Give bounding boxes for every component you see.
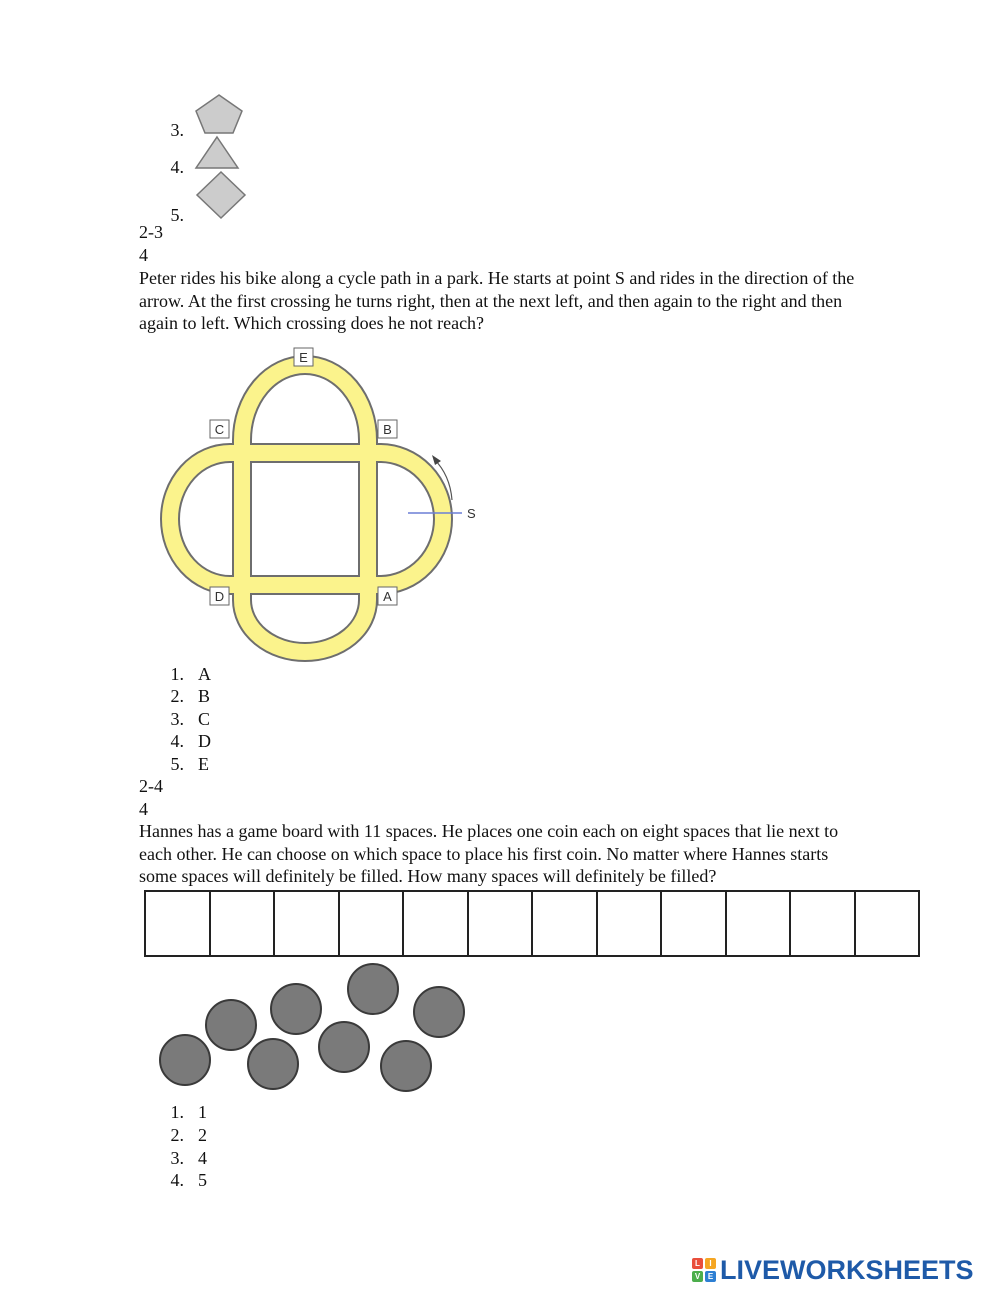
option-number: 1.: [170, 1102, 184, 1122]
option-number: 2.: [170, 686, 184, 706]
question-text-line: each other. He can choose on which space to place his first coin. No matter where Hannes starts: [139, 843, 829, 864]
board-space: [404, 892, 469, 955]
question-text: [139, 820, 939, 888]
coin-icon: [248, 1039, 298, 1089]
board-space: [598, 892, 663, 955]
pentagon-shape-icon: [195, 93, 245, 135]
coin-icon: [381, 1041, 431, 1091]
question-points: 4: [139, 245, 148, 265]
option-number: 3.: [170, 120, 184, 140]
option-number: 1.: [170, 664, 184, 684]
diamond-shape-icon: [195, 170, 247, 220]
board-space: [275, 892, 340, 955]
board-space: [469, 892, 534, 955]
coins-group: [150, 960, 480, 1100]
cycle-path-diagram: [160, 345, 500, 665]
question-text-line: arrow. At the first crossing he turns right, then at the next left, and then again to the right and then: [139, 290, 843, 311]
board-space: [211, 892, 276, 955]
svg-text:C: C: [214, 422, 225, 437]
label-b: [378, 420, 397, 438]
option-number: 3.: [170, 709, 184, 729]
cycle-path-track: [170, 365, 443, 652]
question-id: 2-4: [139, 776, 163, 796]
svg-text:A: A: [383, 589, 392, 604]
coin-icon: [160, 1035, 210, 1085]
question-text-line: some spaces will definitely be filled. How many spaces will definitely be filled?: [139, 866, 717, 886]
svg-text:E: E: [299, 350, 308, 365]
coin-icon: [271, 984, 321, 1034]
option-label[interactable]: D: [198, 731, 211, 751]
svg-text:B: B: [383, 422, 392, 437]
question-id: 2-3: [139, 222, 163, 242]
option-number: 4.: [170, 731, 184, 751]
option-label[interactable]: A: [198, 664, 211, 684]
option-label[interactable]: 1: [198, 1102, 207, 1122]
board-space: [856, 892, 919, 955]
question-points: 4: [139, 799, 148, 819]
question-text-line: Peter rides his bike along a cycle path in a park. He starts at point S and rides in the direction of the: [139, 268, 855, 288]
option-label[interactable]: C: [198, 709, 211, 729]
option-number: 3.: [170, 1148, 184, 1168]
option-number: 4.: [170, 157, 184, 177]
option-number: 4.: [170, 1170, 184, 1190]
question-text: [139, 267, 939, 335]
option-label[interactable]: 4: [198, 1148, 207, 1168]
board-space: [146, 892, 211, 955]
question-text-line: again to left. Which crossing does he not reach?: [139, 313, 485, 333]
label-s: S: [467, 506, 476, 521]
label-d: [210, 587, 229, 605]
logo-mark-icon: L I V E: [692, 1258, 716, 1282]
question-text-line: Hannes has a game board with 11 spaces. He places one coin each on eight spaces that lie next to: [139, 821, 839, 841]
logo-text: LIVEWORKSHEETS: [720, 1254, 974, 1285]
coin-icon: [319, 1022, 369, 1072]
svg-text:D: D: [214, 589, 225, 604]
option-number: 5.: [170, 205, 184, 225]
option-label[interactable]: B: [198, 686, 211, 706]
board-space: [727, 892, 792, 955]
option-label[interactable]: 2: [198, 1125, 207, 1145]
label-a: [378, 587, 397, 605]
game-board: [144, 890, 920, 957]
board-space: [791, 892, 856, 955]
option-label[interactable]: E: [198, 754, 209, 774]
label-e: [294, 348, 313, 366]
coin-icon: [414, 987, 464, 1037]
board-space: [662, 892, 727, 955]
triangle-shape-icon: [195, 135, 241, 169]
option-number: 2.: [170, 1125, 184, 1145]
option-label[interactable]: 5: [198, 1170, 207, 1190]
coin-icon: [206, 1000, 256, 1050]
board-space: [340, 892, 405, 955]
board-space: [533, 892, 598, 955]
option-number: 5.: [170, 754, 184, 774]
arrow-head-icon: [432, 455, 441, 465]
coin-icon: [348, 964, 398, 1014]
label-c: [210, 420, 229, 438]
liveworksheets-logo: [692, 1255, 974, 1285]
